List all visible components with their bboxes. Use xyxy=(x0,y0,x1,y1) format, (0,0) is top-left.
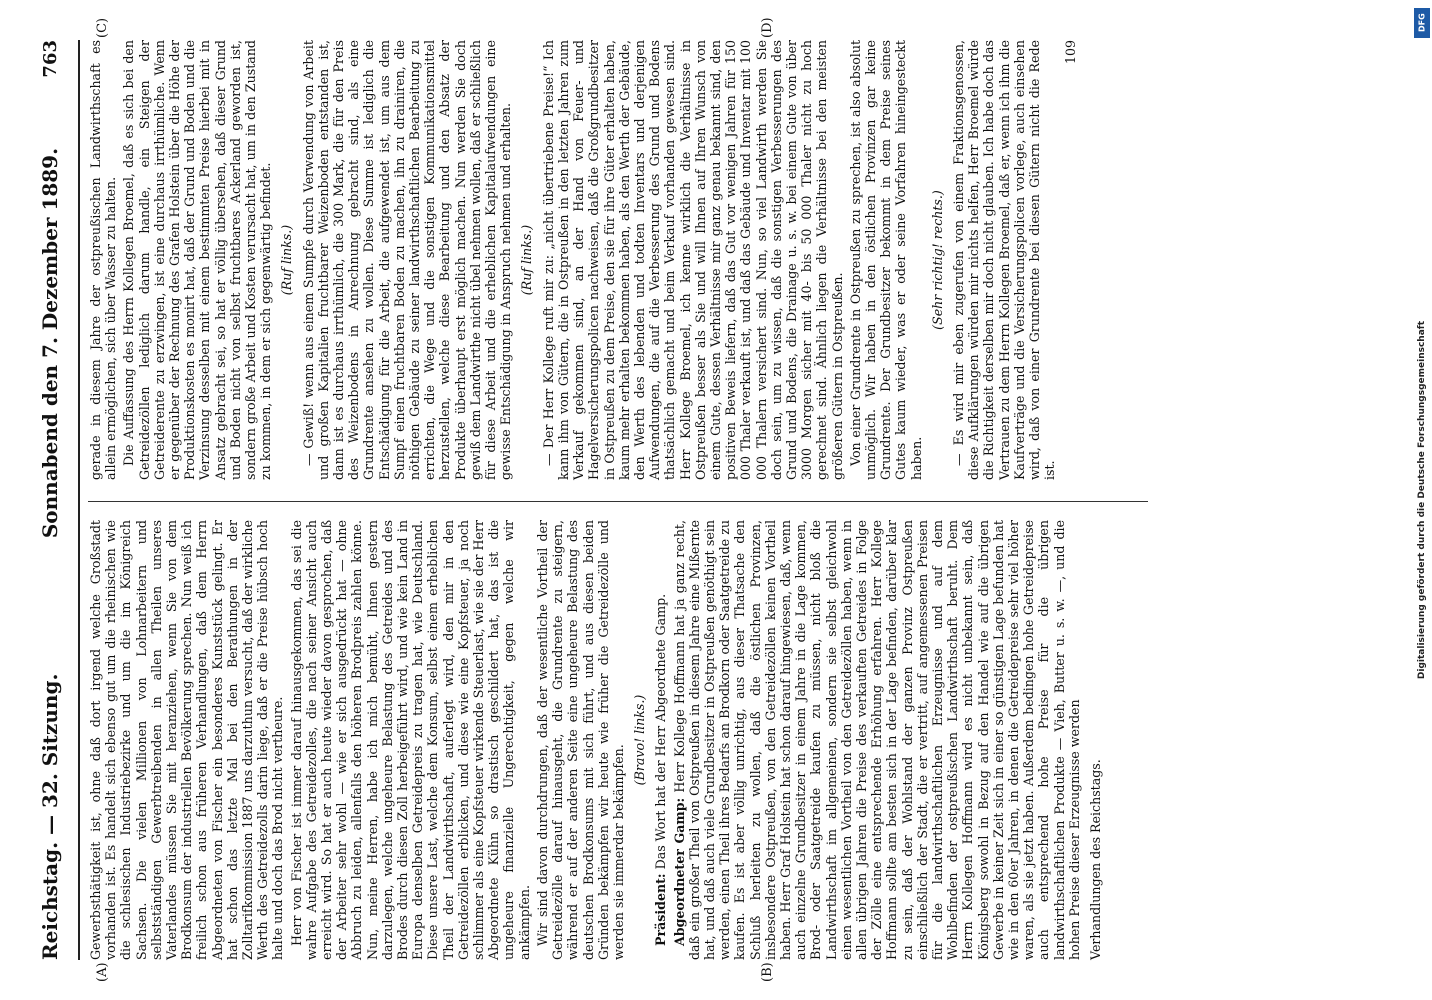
marker-d: (D) xyxy=(760,17,775,38)
paragraph: Gewerbsthätigkeit ist, ohne daß dort irgend welche Großstadt vorhanden ist. Es handelt sich ebenso gut um die rheinischen wie die schlesischen Industriebezirke und um die im Königreich Sachsen. Die vielen Millionen von Lohnarbeitern und selbstständigen Gewerbtreibenden in allen Theilen unseres Vaterlandes müssen Sie mit heranziehen, wenn Sie von dem Brodkonsum der industriellen Bevölkerung sprechen. Nun weiß ich freilich schon aus früheren Verhandlungen, daß dem Herrn Abgeordneten von Fischer ein besonderes Kunststück gelingt. Er hat schon das letzte Mal bei den Berathungen in der Zolltarifkommission 1887 uns darzuthun versucht, daß der wirkliche Werth des Getreidezolls darin liege, daß er die Preise hübsch hoch halte und doch das Brod nicht vertheure. xyxy=(88,520,286,960)
paragraph: Wir sind davon durchdrungen, daß der wesentliche Vortheil der Getreidezölle darauf hinausgeht, die Grundrente zu steigern, während er auf der anderen Seite eine ungeheure Belastung des deutschen Brodkonsums mit sich führt, und aus diesen beiden Gründen bekämpfen wir heute wie früher die Getreidezölle und werden sie immerdar bekämpfen. xyxy=(534,520,626,960)
paragraph: Herr von Fischer ist immer darauf hinausgekommen, das sei die wahre Aufgabe des Getreidezolles, die nach seiner Ansicht auch erreicht wird. So hat er auch heute wieder davon gesprochen, daß der Arbeiter sehr wohl — wie er sich ausgedrückt hat — ohne Abbruch zu leiden, allenfalls den höheren Brodpreis zahlen könne. Nun, meine Herren, habe ich mich bemüht, Ihnen gestern darzulegen, welche ungeheure Belastung des Getreides und des Brodes durch diesen Zoll herbeigeführt wird, und wie kein Land in Europa denselben Getreidepreis zu tragen hat, wie Deutschland. Diese unsere Last, welche dem Konsum, selbst einem erheblichen Theil der Landwirthschaft, auferlegt wird, den mir in den Getreidezöllen erblicken, und diese wie eine Kopfsteuer, ja noch schlimmer als eine Kopfsteuer wirkende Steuerlast, wie sie der Herr Abgeordnete Kühn so drastisch geschildert hat, das ist die ungeheure finanzielle Ungerechtigkeit, gegen welche wir ankämpfen. xyxy=(288,520,532,960)
speaker-label: Abgeordneter Gamp: xyxy=(671,797,687,946)
speaker-text: Das Wort hat der Herr Abgeordnete Gamp. xyxy=(653,593,669,870)
paragraph: Von einer Grundrente in Ostpreußen zu sprechen, ist also absolut unmöglich. Wir haben in den östlichen Provinzen gar keine Grundrente. Der Grundbesitzer bekommt in dem Preise seines Gutes kaum wieder, was er oder seine Vorfahren hineingesteckt haben. xyxy=(847,40,924,480)
paragraph: — Es wird mir eben zugerufen von einem Fraktionsgenossen, diese Aufklärungen würden mir nichts helfen, Herr Broemel würde die Richtigkeit derselben mir doch nicht glauben. Ich habe doch das Vertrauen zu dem Herrn Kollegen Broemel, daß er, wenn ich ihm die Kaufverträge und die Versicherungspolicen vorlege, auch einsehen wird, daß von einer Grundrente bei diesen Gütern nicht die Rede ist. xyxy=(950,40,1058,480)
header-date: Sonnabend den 7. Dezember 1889. xyxy=(38,147,62,539)
speaker-label: Präsident: xyxy=(653,873,669,946)
interjection: (Ruf links.) xyxy=(519,224,535,296)
paragraph: — Gewiß! wenn aus einem Sumpfe durch Verwendung von Arbeit und großen Kapitalien fruchtbarer Weizenboden entstanden ist, dann ist es durchaus irrthümlich, die 300 Mark, die für den Preis des Weizenbodens in Anrechnung gebracht sind, als eine Grundrente ansehen zu wollen. Diese Summe ist lediglich die Entschädigung für die Arbeit, die aufgewendet ist, um aus dem Sumpf einen fruchtbaren Boden zu machen, ihn zu drainiren, die nöthigen Gebäude zu seiner landwirthschaftlichen Bearbeitung zu errichten, die Wege und die sonstigen Kommunikationsmittel herzustellen, welche diese Bearbeitung und den Absatz der Produkte überhaupt erst möglich machen. Nun werden Sie doch gewiß dem Landwirthe nicht übel nehmen wollen, daß er schließlich für diese Arbeit und die erheblichen Kapitalaufwendungen eine gewisse Entschädigung in Anspruch nehmen und erhalten. xyxy=(300,40,514,480)
column-footer: Verhandlungen des Reichstags. xyxy=(1088,759,1103,960)
speech-text: Herr Kollege Hoffmann hat ja ganz recht, daß ein großer Theil von Ostpreußen in diesem Jahre eine Mißernte hat, und daß auch viele Grundbesitzer in Ostpreußen genöthigt sein werden, einen Theil ihres Bedarfs an Brodkorn oder Saatgetreide zu kaufen. Es ist aber völlig unrichtig, aus dieser Thatsache den Schluß herleiten zu wollen, daß die östlichen Provinzen, insbesondere Ostpreußen, von den Getreidezöllen keinen Vortheil haben. Herr Graf Holstein hat schon darauf hingewiesen, daß, wenn auch einzelne Grundbesitzer in einem Jahre in die Lage kommen, Brod- oder Saatgetreide kaufen zu müssen, nicht bloß die Landwirthschaft im allgemeinen, sondern sie selbst gleichwohl einen wesentlichen Vortheil von den Getreidezöllen haben, wenn in allen übrigen Jahren die Preise des verkauften Getreides in Folge der Zölle eine entsprechende Erhöhung erfahren. Herr Kollege Hoffmann sollte am besten sich in der Lage befinden, darüber klar zu sein, daß der Wohlstand der ganzen Provinz Ostpreußen einschließlich der Stadt, die er vertritt, auf angemessenen Preisen für die landwirthschaftlichen Erzeugnisse und auf dem Wohlbefinden der ostpreußischen Landwirthschaft beruht. Dem Herrn Kollegen Hoffmann wird es nicht unbekannt sein, daß Königsberg sowohl in Bezug auf den Handel wie auf die übrigen Gewerbe in keiner Zeit sich in einer so günstigen Lage befunden hat wie in den 60er Jahren, in denen die Getreidepreise sehr viel höher waren, als sie jetzt haben. Außerdem bedingen hohe Getreidepreise auch entsprechend hohe Preise für die übrigen landwirthschaftlichen Produkte — Vieh, Butter u. s. w. —, und die hohen Preise dieser Erzeugnisse werden xyxy=(671,520,1082,960)
marker-a: (A) xyxy=(95,962,110,982)
paragraph: Die Auffassung des Herrn Kollegen Broemel, daß es sich bei den Getreidezöllen lediglich darum handle, ein Steigen der Getreiderente zu erzwingen, ist eine durchaus irrthümliche. Wenn er gegenüber der Rechnung des Grafen Holstein über die Höhe der Produktionskosten es monirt hat, daß der Grund und Boden und die Verzinsung desselben mit einem bestimmten Preise hierbei mit in Ansatz gebracht sei, so hat er völlig übersehen, daß dieser Grund und Boden nicht von selbst fruchtbares Ackerland geworden ist, sondern große Arbeit und Kosten verursacht hat, um in den Zustand zu kommen, in dem er sich gegenwärtig befindet. xyxy=(121,40,274,480)
interjection: (Sehr richtig! rechts.) xyxy=(929,190,945,330)
page-header xyxy=(30,40,70,960)
paragraph: — Der Herr Kollege ruft mir zu: „nicht übertriebene Preise!“ Ich kann ihm von Gütern, die in Ostpreußen in den letzten Jahren zum Verkauf gekommen sind, an der Hand von Feuer- und Hagelversicherungspolicen nachweisen, daß die Großgrundbesitzer in Ostpreußen zu dem Preise, den sie für ihre Güter erhalten haben, kaum mehr erhalten bekommen haben, als den Werth der Gebäude, den Werth des lebenden und todten Inventars und derjenigen Aufwendungen, die auf die Verbesserung des Grund und Bodens thatsächlich gemacht und beim Verkauf vorhanden gewesen sind. Herr Kollege Broemel, ich kenne wirklich die Verhältnisse in Ostpreußen besser als Sie und will Ihnen auf Ihren Wunsch von einem Gute, dessen Verhältnisse mir ganz genau bekannt sind, den positiven Beweis liefern, daß das Gut vor wenigen Jahren für 150 000 Thaler verkauft ist, und daß das Gebäude und Inventar mit 100 000 Thalern versichert sind. Nun, so viel Landwirth werden Sie doch sein, um zu wissen, daß die sonstigen Verbesserungen des Grund und Bodens, die Drainage u. s. w. bei einem Gute von über 3000 Morgen sicher mit 40- bis 50 000 Thaler nicht zu hoch gerechnet sind. Ähnlich liegen die Verhältnisse bei den meisten größeren Gütern in Ostpreußen. xyxy=(540,40,845,480)
right-column xyxy=(88,40,1082,480)
page-number: 763 xyxy=(39,40,61,78)
signature-number: 109 xyxy=(1063,40,1079,65)
applause-note: (Bravo! links.) xyxy=(632,694,648,786)
speech-paragraph xyxy=(672,520,1082,960)
left-column xyxy=(88,520,1106,960)
interjection: (Ruf links.) xyxy=(279,224,295,296)
header-rule xyxy=(78,40,80,960)
marker-b: (B) xyxy=(760,962,775,982)
header-left: Reichstag. — 32. Sitzung. xyxy=(38,673,62,960)
paragraph: gerade in diesem Jahre der ostpreußischen Landwirthschaft es allein ermöglichen, sich über Wasser zu halten. xyxy=(88,40,119,480)
column-divider xyxy=(88,501,1148,502)
side-note: Digitalisierung gefördert durch die Deutsche Forschungsgemeinschaft xyxy=(1417,320,1427,680)
marker-c: (C) xyxy=(95,17,110,38)
dfg-logo: DFG xyxy=(1414,8,1430,38)
president-line xyxy=(653,520,668,960)
side-note-strip xyxy=(1412,0,1432,1000)
